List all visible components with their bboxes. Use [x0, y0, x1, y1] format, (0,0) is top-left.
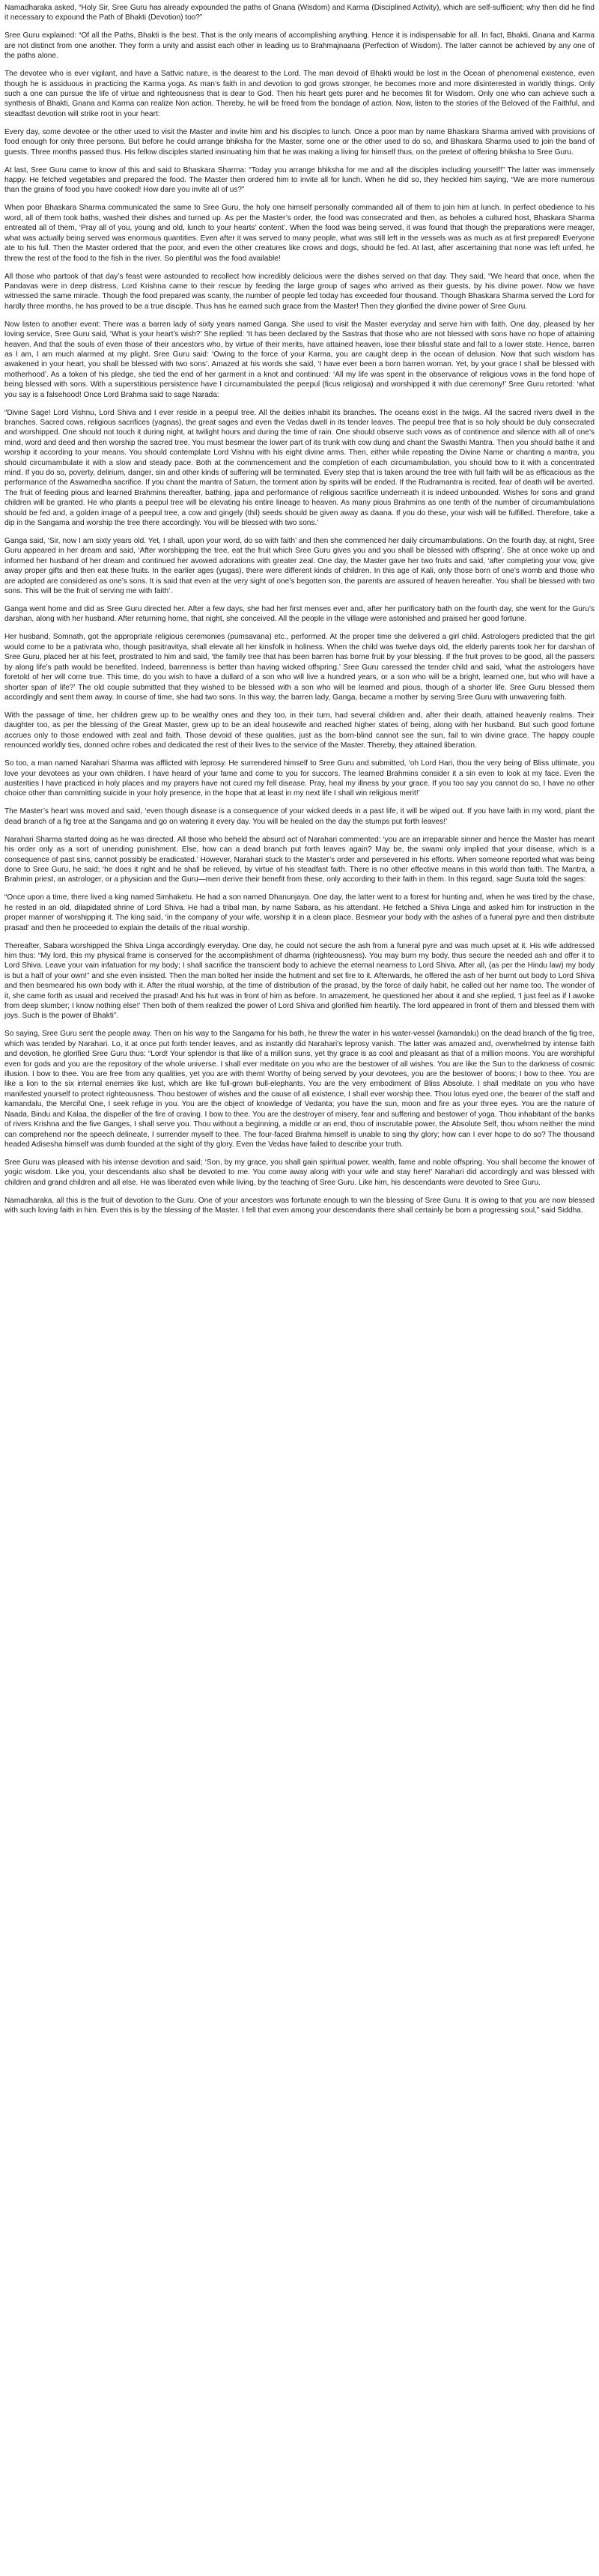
paragraph: So saying, Sree Guru sent the people away. Then on his way to the Sangama for his bath, he threw the water in his water-vessel (kamandalu) on the dead branch of the fig tree, which was tended by Narahari. Lo, it at once put forth tender leaves, and as instantly did Narahari’s leprosy vanish. The latter was amazed and, overwhelmed by intense faith and devotion, he glorified Sree Guru thus: “Lord! Your splendor is that like of a million suns, yet thy grace is as cool and pleasant as that of a million moons. You are worshipful even for gods and you are the repository of the whole universe. I shall ever meditate on you who are the bestower of all wishes. You are like the Sun to the darkness of cosmic illusion. I bow to thee. You are free from any qualities, yet you are with them! Worthy of being served by your devotees, you are the bestower of boons; I bow to thee. You are like a lion to the six internal enemies like lust, which are like full-grown bull-elephants. You are the very embodiment of Bliss Absolute. I shall meditate on you who have manifested yourself to protect righteousness. Thou bestower of wishes and the cause of all existence, I shall ever worship thee. Thou lotus eyed one, the bearer of the staff and kamandalu, the Merciful One, I seek refuge in you. You are the object of knowledge of Vedanta; you have the sun, moon and fire as your three eyes. You are the nature of Naada, Bindu and Kalaa, the dispeller of the fire of craving. I bow to thee. You are the destroyer of misery, fear and suffering and bestower of yoga. Thou inhabitant of the banks of rivers Krishna and the five Ganges, I shall serve you. Thou without a beginning, a middle or an end, thou of inscrutable power, the Absolute Self, thou whom neither the mind can comprehend nor the speech delineate, I surrender myself to thee. The four-faced Brahma himself is unable to sing thy glory; how can I ever hope to do so? The thousand headed Adisesha himself was dumb founded at the sight of thy glory. Even the Vedas have failed to describe your truth.	[4, 1030, 595, 1149]
paragraph: Ganga went home and did as Sree Guru directed her. After a few days, she had her first menses ever and, after her purificatory bath on the fourth day, she went for the Guru’s darshan, along with her husband. After returning home, that night, she conceived. All the people in the village were astonished and praised her good fortune.	[4, 605, 595, 624]
paragraph: The devotee who is ever vigilant, and have a Sattvic nature, is the dearest to the Lord. The man devoid of Bhakti would be lost in the Ocean of phenomenal existence, even though he is assiduous in practicing the Karma yoga. As man’s faith in and devotion to god grows stronger, he becomes more and more disinterested in worldly things. Only such a one can pursue the life of virtue and righteousness that is dear to God. Then his heart gets purer and he becomes fit for Wisdom. Only one who can achieve such a synthesis of Bhakti, Gnana and Karma can realize Non action. Thereby, he will be freed from the bondage of action. Now, listen to the stories of the Beloved of the Faithful, and steadfast devotion will strike root in your heart:	[4, 70, 595, 118]
paragraph: At last, Sree Guru came to know of this and said to Bhaskara Sharma: “Today you arrange bhiksha for me and all the disciples including yourself!” The latter was immensely happy. He fetched vegetables and prepared the food. The Master then ordered him to invite all for lunch. When he did so, they heckled him saying, “We are more numerous than the grains of food you have cooked! How dare you invite all of us?”	[4, 165, 595, 195]
paragraph: “Divine Sage! Lord Vishnu, Lord Shiva and I ever reside in a peepul tree. All the deities inhabit its branches. The oceans exist in the twigs. All the sacred rivers dwell in the branches. Sacred cows, religious sacrifices (yagnas), the great sages and even the Vedas dwell in its tender leaves. The peepul tree that is so holy should be duly consecrated and worshipped. One should not touch it during night, at twilight hours and during the time of rain. One should observe such vows as of continence and silence with all of one’s mind, word and deed and then worship the sacred tree. You must besmear the lower part of its trunk with cow dung and chant the Swasthi Mantra. Then you should bathe it and worship it according to your means. You should contemplate Lord Vishnu with his eight divine arms. Then, either while repeating the Divine Name or chanting a mantra, you should circumambulate it with a slow and steady pace. Both at the commencement and the completion of each circumambulation, you should bow to it with a concentrated mind. If you do so, poverty, delirium, danger, sin and other kinds of suffering will be terminated. Every step that is taken around the tree with full faith will be as efficacious as the performance of the Aswamedha sacrifice. If you chant the mantra of Saturn, the torment ation by spirits will be ended. If the Rudramantra is recited, fear of death will be averted. The fruit of feeding pious and learned Brahmins thereafter, bathing, japa and performance of religious sacrifice underneath it is indeed unbounded. Wishes for sons and grand children will be granted. He who plants a peepul tree will be elevating his entire lineage to heaven. As many pious Brahmins as one tenth of the number of circumambulations should be fed and, a golden image of a peepul tree, a cow and gingely (thil) seeds should be given away as daana. If you do these, your wish will be fulfilled. Therefore, take a dip in the Sangama and worship the tree there accordingly. You will be blessed with two sons.’	[4, 408, 595, 528]
paragraph: Namadharaka asked, “Holy Sir, Sree Guru has already expounded the paths of Gnana (Wisdom) and Karma (Disciplined Activity), which are self-sufficient; why then did he find it necessary to expound the Path of Bhakti (Devotion) too?”	[4, 4, 595, 22]
paragraph: Every day, some devotee or the other used to visit the Master and invite him and his disciples to lunch. Once a poor man by name Bhaskara Sharma arrived with provisions of food enough for only three persons. But before he could arrange bhiksha for the Master, some one or the other used to do so, and Bhaskara Sharma used to join the band of guests. Three months passed thus. His fellow disciples started insinuating him that he was making a living for himself thus, on the pretext of offering bhiksha to Sree Guru.	[4, 127, 595, 157]
paragraph: Namadharaka, all this is the fruit of devotion to the Guru. One of your ancestors was fortunate enough to win the blessing of Sree Guru. It is owing to that you are now blessed with such loving faith in him. Even this is by the blessing of the Master. I fell that even among your descendants there shall certainly be born a progressing soul,” said Siddha.	[4, 1196, 595, 1215]
paragraph: Now listen to another event: There was a barren lady of sixty years named Ganga. She used to visit the Master everyday and serve him with faith. One day, pleased by her loving service, Sree Guru said, ‘What is your heart’s wish?’ She replied: ‘It has been declared by the Sastras that those who are not blessed with sons have no hope of attaining heaven. And that the souls of even those of their ancestors who, by virtue of their merits, have attained heaven, lose their blissful state and fall to a lower state. Hence, barren as I am, I am much alarmed at my plight. Sree Guru said: ‘Owing to the force of your Karma, you are caught deep in the ocean of delusion. Now that such wisdom has awakened in your heart, you shall be blessed with two sons’. Amazed at his words she said, ‘I have ever been a born barren woman. Yet, by your grace I shall be blessed with motherhood’. As a token of his pledge, she tied the end of her garment in a knot and continued: ‘All my life was spent in the observance of religious vows in the fond hope of being blessed with sons. With a superstitious persistence have I circumambulated the peepul (ficus religiosa) and worshipped it with due ceremony!’ Sree Guru retorted: ‘what you say is a falsehood! Once Lord Brahma said to sage Narada:	[4, 320, 595, 399]
paragraph: Narahari Sharma started doing as he was directed. All those who beheld the absurd act of Narahari commented: ‘you are an irreparable sinner and hence the Master has meant his order only as a sort of unending punishment. Else, how can a dead branch put forth leaves again? May be, the swami only implied that your disease, which is a consequence of past sins, cannot possibly be eradicated.’ However, Narahari stuck to the Master’s order and persevered in his efforts. When someone reported what was being done to Sree Guru, he said; ‘he does it right and he shall be relieved, by virtue of his steadfast faith. There is no other effective means in this world than faith. The Mantra, a Brahmin priest, an astrologer, or a physician and the Guru—men derive their benefit from these, only according to their faith in them. In this regard, sage Suuta told the sages:	[4, 835, 595, 884]
paragraph: The Master’s heart was moved and said, ‘even though disease is a consequence of your wicked deeds in a past life, it will be wiped out. If you have faith in my word, plant the dead branch of a fig tree at the Sangama and go on watering it every day. You will be healed on the day the stumps put forth leaves!’	[4, 807, 595, 826]
paragraph: Her husband, Somnath, got the appropriate religious ceremonies (pumsavana) etc., performed. At the proper time she delivered a girl child. Astrologers predicted that the girl would come to be a pativrata who, though pasitravitya, shall elevate all her kinsfolk in holiness. When the child was twelve days old, the elderly parents took her for darshan of Sree Guru, placed her at his feet, prostrated to him and said, ‘the family tree that has been barren has borne fruit by your blessing. If the fruit proves to be good, all the passers by along life’s path would be benefited. Indeed, barrenness is better than having wicked offspring.’ Sree Guru caressed the tender child and said, ‘what the astrologers have foretold of her will come true. This time, do you wish to have a dullard of a son who will live a hundred years, or a son who will be a bright, learned one, but who will have a shorter span of life?’ The old couple submitted that they wished to be blessed with a son who will be learned and pious, though of a shorter life. Sree Guru blessed them accordingly and sent them away. In course of time, she had two sons. In this way, the barren lady, Ganga, became a mother by serving Sree Guru with unwavering faith.	[4, 633, 595, 702]
paragraph: So too, a man named Narahari Sharma was afflicted with leprosy. He surrendered himself to Sree Guru and submitted, ‘oh Lord Hari, thou the very being of Bliss ultimate, you love your devotees as your own children. I have heard of your fame and come to you for succors. The learned Brahmins consider it a sin even to look at my face. Even the austerities I have practiced in holy places and my prayers have not cured my fell disease. Pray, heal my illness by your grace. If you too say you cannot do so, I have no other choice other than committing suicide in your holy presence, in the hope that at least in my next life I shall win religious merit!’	[4, 759, 595, 798]
paragraph: “Once upon a time, there lived a king named Simhaketu. He had a son named Dhanunjaya. One day, the latter went to a forest for hunting and, when he was tired by the chase, he rested in an old, dilapidated shrine of Lord Shiva. He had a tribal man, by name Sabara, as his attendant. He fetched a Shiva Linga and asked him for instruction in the proper manner of worshipping it. The king said, ‘in the company of your wife, worship it in a clean place. Besmear your body with the ashes of a funeral pyre and then distribute prasad’ and then he proceeded to explain the details of the ritual worship.	[4, 893, 595, 932]
paragraph: Sree Guru explained: “Of all the Paths, Bhakti is the best. That is the only means of accomplishing anything. Hence it is indispensable for all. In fact, Bhakti, Gnana and Karma are not distinct from one another. They form a unity and assist each other in leading us to Brahmajnaana (Perfection of Wisdom). The latter cannot be achieved by any one of the paths alone.	[4, 31, 595, 61]
paragraph: All those who partook of that day’s feast were astounded to recollect how incredibly delicious were the dishes served on that day. They said, “We heard that once, when the Pandavas were in deep distress, Lord Krishna came to their rescue by feeding the large group of sages who arrived as their guests, by his divine power. Now we have witnessed the same miracle. Though the food prepared was scanty, the number of people fed today has exceeded four thousand. Though Bhaskara Sharma served the Lord for hardly three months, he has proved to be a true disciple. Thus has he earned such grace from the Master! Then they glorified the divine power of Sree Guru.	[4, 272, 595, 311]
paragraph: When poor Bhaskara Sharma communicated the same to Sree Guru, the holy one himself personally commanded all of them to join him at lunch. In perfect obedience to his word, all of them took baths, washed their dishes and turned up. As per the Master’s order, the food was consecrated and then, as beholes a cultured host, Bhaskara Sharma entreated all of them, ‘Pray all of you, young and old, lunch to your hearts’ content’. When the food was being served, it was found that though the preparations were meager, what was actually being served was enormous quantities. Even after it was served to many people, what was still left in the vessels was as much as at first prepared! Everyone ate to his full. Then the Master ordered that the poor, and even the other creatures like crows and dogs, should be fed. At last, after ascertaining that none was left unfed, he threw the rest of the food to the fish in the river. So plentiful was the food available!	[4, 204, 595, 263]
document-body	[0, 0, 599, 1216]
paragraph: With the passage of time, her children grew up to be wealthy ones and they too, in their turn, had several children and, after their death, attained heavenly realms. Their daughter too, as per the blessing of the Great Master, grew up to be an ideal housewife and reached higher states of being, along with her husband. But such good fortune accrues only to those endowed with zeal and faith. Those devoid of these qualities, just as the born-blind cannot see the sun, fail to win divine grace. The happy couple renounced worldly ties, donned ochre robes and dedicated the rest of their lives to the service of the Master. Thereby, they attained liberation.	[4, 711, 595, 750]
paragraph: Ganga said, ‘Sir, now I am sixty years old. Yet, I shall, upon your word, do so with faith’ and then she commenced her daily circumambulations. On the fourth day, at night, Sree Guru appeared in her dream and said, ‘After worshipping the tree, eat the fruit which Sree Guru gives you and you shall be blessed with offspring’. She at once woke up and informed her husband of her dream and continued her avowed adorations with greater zeal. One day, the Master gave her two fruits and said, ‘after completing your vow, give away proper gifts and then eat these fruits. In the earlier ages (yugas), there were different kinds of children. In this age of Kali, only those born of one’s womb and those who are adopted are considered as one’s sons. It is said that even at the very sight of one’s begotten son, the parents are assured of heaven hereafter. You shall be blessed with two sons. This will be the fruit of serving me with faith’.	[4, 537, 595, 596]
paragraph: Sree Guru was pleased with his intense devotion and said; ‘Son, by my grace, you shall gain spiritual power, wealth, fame and noble offspring. You shall become the knower of yogic wisdom. Like you, your descendants also shall be devoted to me. You come away along with your wife and stay here!’ Narahari did accordingly and was blessed with children and grand children and all else. He was liberated even while living, by the teaching of Sree Guru. Like him, his descendants were devoted to Sree Guru.	[4, 1158, 595, 1187]
paragraph: Thereafter, Sabara worshipped the Shiva Linga accordingly everyday. One day, he could not secure the ash from a funeral pyre and was much upset at it. His wife addressed him thus: “My lord, this my physical frame is conserved for the accomplishment of dharma (righteousness). You may burn my body, thus secure the needed ash and offer it to Lord Shiva. Leave your vain infatuation for my body; I shall sacrifice the transcient body to achieve the eternal nearness to Lord Shiva. After all, (as per the Hindu law) my body is but a half of your own!” and she even insisted. Then the man bolted her inside the hutment and set fire to it. Afterwards, he offered the ash of her burnt out body to Lord Shiva and then besmeared his own body with it. After the ritual worship, at the time of distribution of the prasad, by the force of daily habit, he called out her name too. The wonder of it, she came forth as usual and received the prasad! And his hut was in front of him as before. In amazement, he questioned her about it and she replied, ‘I just feel as if I awoke from deep slumber; I know nothing else!’ Then both of them realized the power of Lord Shiva and glorified him heartily. The lord appeared in front of them and blessed them with joys. Such is the power of Bhakti”.	[4, 941, 595, 1021]
